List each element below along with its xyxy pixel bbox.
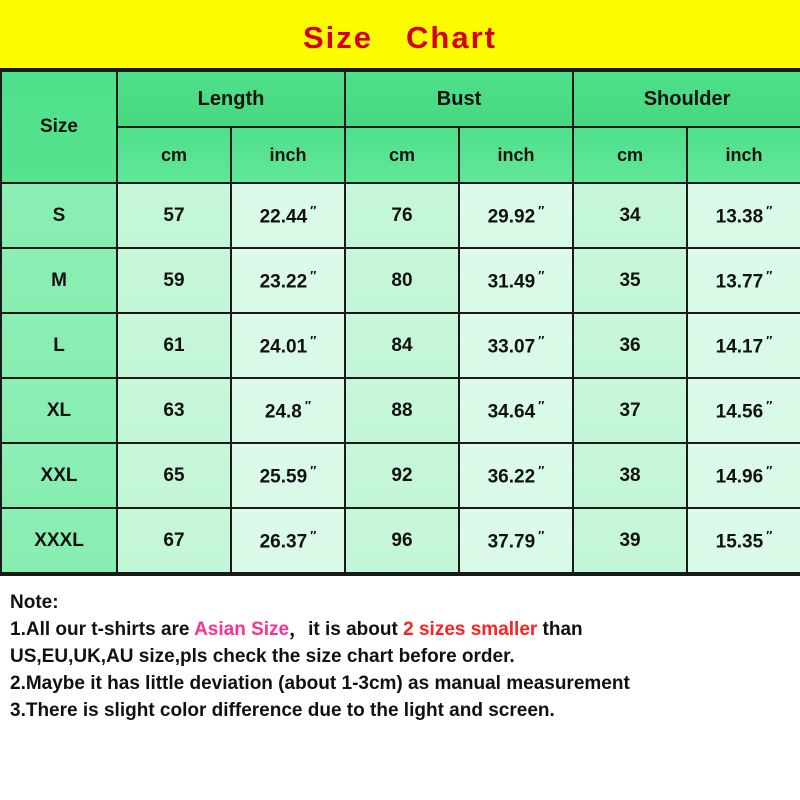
cell-length-inch [231, 378, 345, 443]
table-row [1, 183, 800, 248]
note-line-1-part-a: 1.All our t-shirts are [10, 618, 195, 640]
inch-symbol: ″ [766, 332, 773, 348]
note-line-3: 2.Maybe it has little deviation (about 1-3cm) as manual measurement [10, 672, 630, 694]
note-highlight-two-sizes-smaller: 2 sizes smaller [403, 618, 538, 640]
inch-symbol: ″ [310, 462, 317, 478]
inch-symbol: ″ [766, 202, 773, 218]
cell-size: XXXL [1, 508, 117, 573]
value: 13.77 [715, 271, 764, 293]
header-unit-shoulder-cm: cm [573, 127, 687, 183]
cell-size: S [1, 183, 117, 248]
cell-shoulder-inch [687, 443, 800, 508]
header-unit-bust-cm: cm [345, 127, 459, 183]
note-block [0, 574, 800, 800]
table-row [1, 313, 800, 378]
value: 14.96 [715, 466, 764, 488]
cell-size: M [1, 248, 117, 313]
value: 29.92 [487, 206, 536, 228]
header-row-groups [1, 71, 800, 127]
cell-shoulder-inch [687, 313, 800, 378]
cell-length-cm: 57 [117, 183, 231, 248]
value: 33.07 [487, 336, 536, 358]
note-heading: Note: [10, 592, 59, 613]
value: 36.22 [487, 466, 536, 488]
size-chart-table [0, 70, 800, 574]
cell-length-inch [231, 508, 345, 573]
table-row [1, 508, 800, 573]
note-highlight-asian-size: Asian Size [194, 618, 290, 640]
value: 31.49 [487, 271, 536, 293]
note-line-1-part-e: than [537, 618, 583, 640]
note-line-4: 3.There is slight color difference due to the light and screen. [10, 699, 555, 721]
value: 23.22 [259, 271, 308, 293]
header-unit-length-cm: cm [117, 127, 231, 183]
header-unit-length-inch: inch [231, 127, 345, 183]
cell-bust-cm: 80 [345, 248, 459, 313]
value: 13.38 [715, 206, 764, 228]
table-row [1, 248, 800, 313]
cell-length-cm: 63 [117, 378, 231, 443]
inch-symbol: ″ [766, 527, 773, 543]
cell-bust-inch [459, 183, 573, 248]
cell-length-inch [231, 443, 345, 508]
cell-size: XL [1, 378, 117, 443]
value: 24.8 [264, 401, 302, 423]
cell-length-cm: 61 [117, 313, 231, 378]
cell-bust-cm: 76 [345, 183, 459, 248]
inch-symbol: ″ [538, 267, 545, 283]
header-group-shoulder: Shoulder [573, 71, 800, 127]
cell-bust-inch [459, 248, 573, 313]
value: 14.56 [715, 401, 764, 423]
inch-symbol: ″ [538, 332, 545, 348]
title-bar [0, 0, 800, 70]
cell-bust-inch [459, 378, 573, 443]
cell-shoulder-cm: 34 [573, 183, 687, 248]
cell-bust-cm: 88 [345, 378, 459, 443]
inch-symbol: ″ [304, 397, 312, 413]
inch-symbol: ″ [538, 397, 545, 413]
cell-shoulder-inch [687, 378, 800, 443]
cell-shoulder-cm: 35 [573, 248, 687, 313]
cell-length-cm: 59 [117, 248, 231, 313]
inch-symbol: ″ [766, 462, 773, 478]
value: 25.59 [259, 466, 308, 488]
header-size: Size [1, 71, 117, 183]
inch-symbol: ″ [766, 267, 773, 283]
cell-length-inch [231, 183, 345, 248]
cell-shoulder-inch [687, 183, 800, 248]
cell-shoulder-cm: 37 [573, 378, 687, 443]
page-title: Size Chart [303, 19, 497, 55]
cell-bust-cm: 92 [345, 443, 459, 508]
table-row [1, 443, 800, 508]
inch-symbol: ″ [310, 527, 317, 543]
header-unit-shoulder-inch: inch [687, 127, 800, 183]
cell-bust-inch [459, 508, 573, 573]
header-row-units [1, 127, 800, 183]
inch-symbol: ″ [310, 267, 317, 283]
table-header [1, 71, 800, 183]
cell-length-inch [231, 248, 345, 313]
cell-length-inch [231, 313, 345, 378]
cell-shoulder-cm: 36 [573, 313, 687, 378]
cell-bust-inch [459, 443, 573, 508]
table-body [1, 183, 800, 573]
cell-size: L [1, 313, 117, 378]
note-line-1-part-c: ，it is about [289, 618, 404, 640]
cell-length-cm: 67 [117, 508, 231, 573]
inch-symbol: ″ [538, 462, 545, 478]
cell-shoulder-inch [687, 248, 800, 313]
inch-symbol: ″ [310, 332, 317, 348]
value: 37.79 [487, 531, 536, 553]
inch-symbol: ″ [538, 202, 545, 218]
header-group-bust: Bust [345, 71, 573, 127]
value: 34.64 [487, 401, 536, 423]
value: 24.01 [259, 336, 308, 358]
value: 26.37 [259, 531, 308, 553]
inch-symbol: ″ [538, 527, 545, 543]
value: 22.44 [259, 206, 308, 228]
cell-bust-inch [459, 313, 573, 378]
inch-symbol: ″ [310, 202, 317, 218]
cell-shoulder-cm: 39 [573, 508, 687, 573]
header-unit-bust-inch: inch [459, 127, 573, 183]
cell-bust-cm: 84 [345, 313, 459, 378]
value: 14.17 [715, 336, 764, 358]
cell-length-cm: 65 [117, 443, 231, 508]
note-line-1 [10, 617, 792, 644]
header-group-length: Length [117, 71, 345, 127]
inch-symbol: ″ [766, 397, 773, 413]
table-row [1, 378, 800, 443]
cell-shoulder-inch [687, 508, 800, 573]
value: 15.35 [715, 531, 764, 553]
note-line-2: US,EU,UK,AU size,pls check the size chart before order. [10, 645, 515, 667]
cell-bust-cm: 96 [345, 508, 459, 573]
cell-size: XXL [1, 443, 117, 508]
cell-shoulder-cm: 38 [573, 443, 687, 508]
